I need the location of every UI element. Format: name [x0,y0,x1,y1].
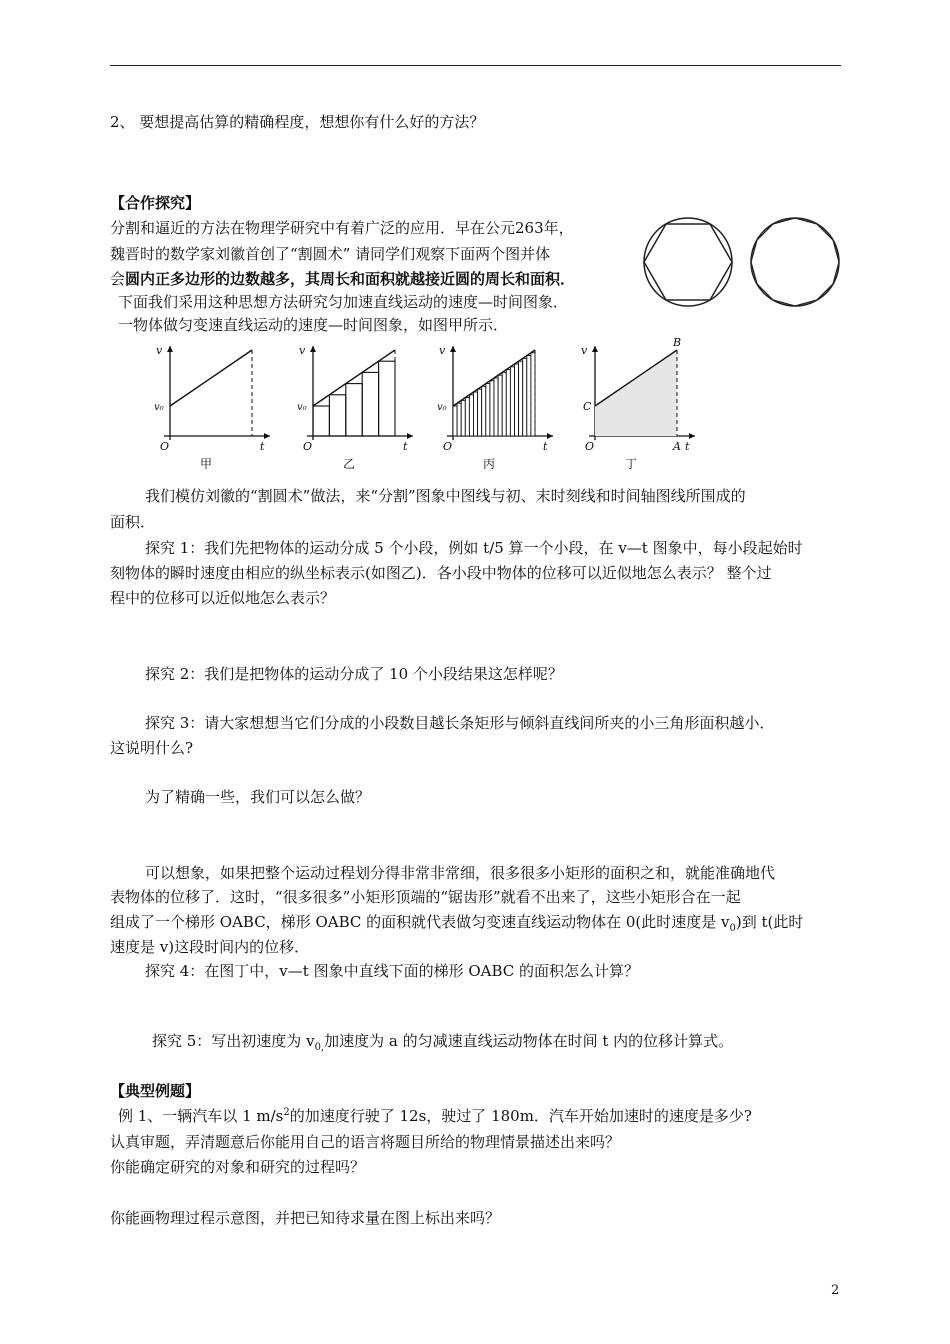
riemann-rectangle [531,353,535,436]
t-axis-label: t [543,440,548,453]
paragraph-line: 下面我们采用这种思想方法研究匀加速直线运动的速度—时间图象． [118,293,569,311]
guiding-question: 认真审题，弄清题意后你能用自己的语言将题目所给的物理情景描述出来吗？ [110,1133,621,1151]
riemann-rectangle [379,361,395,436]
riemann-rectangle [453,406,457,436]
riemann-rectangle [502,372,506,436]
paragraph-line: 我们模仿刘徽的“割圆术”做法，来“分割”图象中图线与初、末时刻线和时间轴图线所围成的 [145,487,746,505]
paragraph-text: 例 1、一辆汽车以 1 m/s [118,1107,284,1125]
riemann-rectangle [465,398,469,436]
paragraph-line: 面积． [110,513,156,531]
guiding-question: 你能确定研究的对象和研究的过程吗？ [110,1158,366,1176]
paragraph-line: 魏晋时的数学家刘徽首创了“割圆术” 请同学们观察下面两个图并体 [110,245,551,263]
t-axis-arrow [547,433,553,439]
v-axis-arrow [167,346,173,352]
v-axis-arrow [450,346,456,352]
origin-label: O [160,440,170,453]
point-a-label: A [673,440,681,453]
riemann-rectangle [498,375,502,436]
guiding-question: 你能画物理过程示意图，并把已知待求量在图上标出来吗？ [110,1209,501,1227]
riemann-rectangle [362,372,378,436]
origin-label: O [443,440,453,453]
graph-caption: 丙 [483,457,496,470]
v-axis-label: v [156,344,163,357]
explore-2: 探究 2：我们是把物体的运动分成了 10 个小段结果这怎样呢？ [145,665,563,683]
paragraph-line [110,268,575,289]
subscript: 0 [729,923,736,934]
hexagon-in-circle-figure [644,218,732,306]
riemann-rectangle [523,358,527,436]
riemann-rectangle [457,403,461,436]
riemann-rectangle [490,381,494,436]
superscript: 2 [283,1107,290,1118]
v-axis-label: v [581,344,588,357]
riemann-rectangle [506,370,510,436]
example-1 [118,1105,752,1126]
v-axis-arrow [310,346,316,352]
explore-5 [152,1030,733,1053]
dodecagon-in-circle-figure [751,218,839,306]
graph-caption: 丁 [625,457,638,470]
t-axis-label: t [685,440,690,453]
origin-label: O [585,440,595,453]
riemann-rectangle [519,361,523,436]
t-axis-label: t [403,440,408,453]
explore-1-line: 程中的位移可以近似地怎么表示？ [110,589,336,607]
riemann-rectangle [461,400,465,436]
riemann-rectangle [482,386,486,436]
riemann-rectangle [474,392,478,436]
explore-3-line: 探究 3：请大家想想当它们分成的小段数目越长条矩形与倾斜直线间所夹的小三角形面积越小． [145,714,775,732]
precision-question: 为了精确一些，我们可以怎么做？ [145,788,371,806]
riemann-rectangle [515,364,519,436]
v0-label: v₀ [154,402,164,413]
circle-polygon-figures [640,210,850,315]
paragraph-line: 表物体的位移了．这时，“很多很多”小矩形顶端的“锯齿形”就看不出来了，这些小矩形合在一起 [110,888,741,906]
header-rule [110,65,841,66]
emphasis-text: 圆内正多边形的边数越多，其周长和面积就越接近圆的周长和面积． [125,270,576,288]
point-b-label: B [673,336,682,349]
section-title-cooperative: 【合作探究】 [110,194,201,212]
velocity-line [170,350,252,406]
v-axis-arrow [592,346,598,352]
riemann-rectangle [329,395,345,436]
t-axis-arrow [264,433,270,439]
subscript: 0, [314,1042,325,1053]
t-axis-arrow [407,433,413,439]
velocity-line [313,350,395,406]
riemann-rectangle [478,389,482,436]
page-number: 2 [831,1283,840,1298]
riemann-rectangle [510,367,514,436]
riemann-rectangle [494,378,498,436]
paragraph-line [110,911,803,934]
riemann-rectangle [346,384,362,436]
paragraph-text: 探究 5：写出初速度为 v [152,1032,315,1050]
riemann-rectangle [469,395,473,436]
explore-3-line: 这说明什么? [110,739,194,757]
v0-label: v₀ [297,402,307,413]
paragraph-text: 的加速度行驶了 12s，驶过了 180m．汽车开始加速时的速度是多少? [289,1107,752,1125]
paragraph-text: 组成了一个梯形 OABC，梯形 OABC 的面积就代表做匀变速直线运动物体在 0(此时速度是 v [110,913,730,931]
section-title-examples: 【典型例题】 [110,1082,201,1100]
origin-label: O [303,440,313,453]
v-axis-label: v [299,344,306,357]
v0-label: v₀ [437,402,447,413]
question-2: 2、 要想提高估算的精确程度，想想你有什么好的方法？ [110,113,485,131]
paragraph-line: 可以想象，如果把整个运动过程划分得非常非常细，很多很多小矩形的面积之和，就能准确地代 [145,864,776,882]
paragraph-text: 加速度为 a 的匀减速直线运动物体在时间 t 内的位移计算式。 [324,1032,734,1050]
paragraph-line: 一物体做匀变速直线运动的速度—时间图象，如图甲所示． [118,316,509,334]
paragraph-text: 会 [110,270,126,288]
graph-caption: 乙 [343,457,356,470]
paragraph-line: 分割和逼近的方法在物理学研究中有着广泛的应用．早在公元263年， [110,219,574,237]
riemann-rectangle [527,356,531,436]
riemann-rectangle [486,384,490,436]
paragraph-text: )到 t(此时 [735,913,804,931]
paragraph-line: 速度是 v)这段时间内的位移． [110,938,310,956]
point-c-label: C [583,400,592,413]
riemann-rectangle [313,406,329,436]
t-axis-arrow [689,433,695,439]
trapezoid-oabc [595,350,677,436]
v-axis-label: v [439,344,446,357]
explore-4: 探究 4：在图丁中，v—t 图象中直线下面的梯形 OABC 的面积怎么计算？ [145,962,640,980]
explore-1-line: 刻物体的瞬时速度由相应的纵坐标表示(如图乙)．各小段中物体的位移可以近似地怎么表示？ 整个过 [110,564,772,582]
vt-graphs [135,332,740,470]
explore-1-line: 探究 1：我们先把物体的运动分成 5 个小段，例如 t/5 算一个小段，在 v—t 图象中，每小段起始时 [145,539,803,557]
t-axis-label: t [260,440,265,453]
graph-caption: 甲 [200,457,213,470]
